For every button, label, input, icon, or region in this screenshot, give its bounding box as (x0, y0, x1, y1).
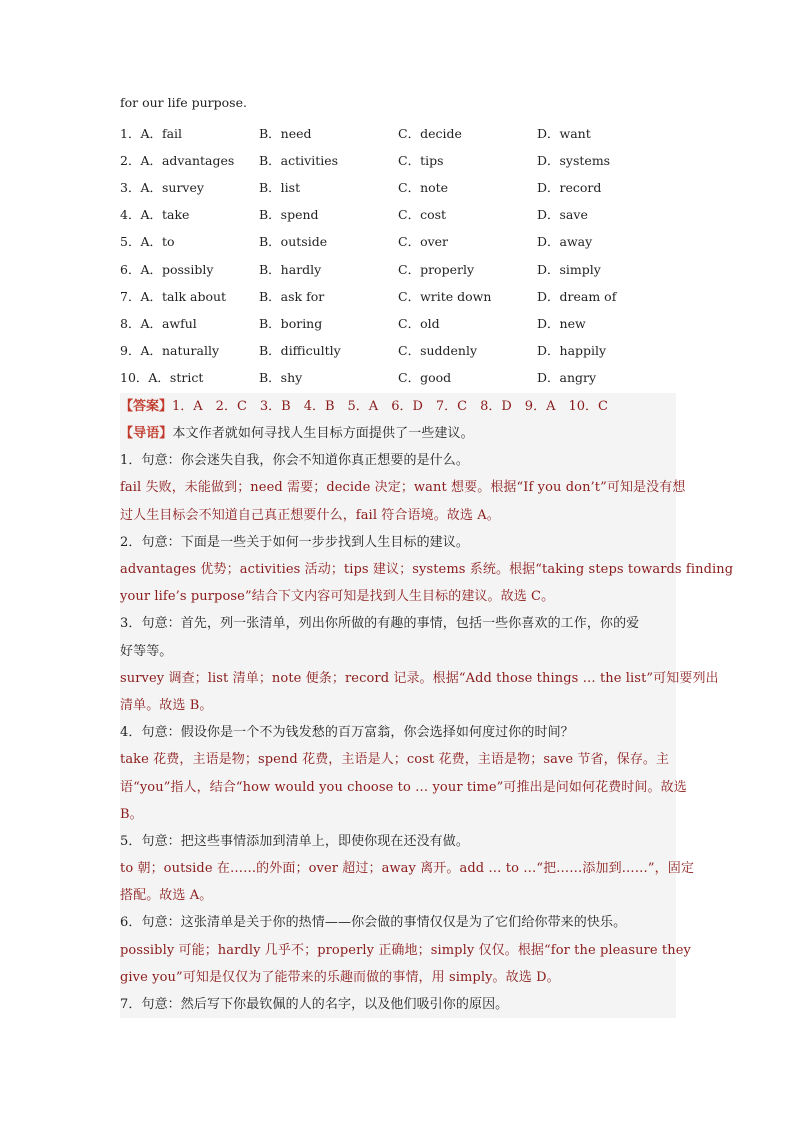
option-text: A．naturally (140, 343, 220, 359)
explanation-line: survey 调查；list 清单；note 便条；record 记录。根据“Add those things … the list”可知要列出 (120, 670, 719, 686)
option-c (398, 260, 537, 278)
option-d (537, 368, 676, 386)
option-a (120, 124, 259, 142)
option-d (537, 314, 676, 332)
option-a (120, 314, 259, 332)
option-row (120, 146, 676, 173)
explanation-line: advantages 优势；activities 活动；tips 建议；systems 系统。根据“taking steps towards finding (120, 562, 734, 577)
option-text: A．to (140, 234, 175, 250)
option-b (259, 368, 398, 386)
guide-tag: 【导语】 (120, 426, 173, 442)
option-text: A．take (140, 207, 190, 223)
option-text: D．record (537, 179, 602, 195)
option-text: A．possibly (140, 261, 214, 277)
option-text: C．cost (398, 207, 447, 223)
answer-section (120, 393, 734, 1018)
option-text: D．save (537, 207, 588, 223)
question-number: 9． (120, 343, 141, 359)
option-row (120, 282, 676, 309)
option-b (259, 232, 398, 250)
option-text: B．boring (259, 315, 323, 331)
explanation-line: give you”可知是仅仅为了能带来的乐趣而做的事情，用 simply。故选 D。 (120, 969, 560, 985)
explanation-line: to 朝；outside 在……的外面；over 超过；away 离开。add … to …“把……添加到……”，固定 (120, 861, 694, 877)
explanation-line: 过人生目标会不知道自己真正想要什么，fail 符合语境。故选 A。 (120, 507, 500, 523)
option-row (120, 173, 676, 200)
explanation-line: 清单。故选 B。 (120, 697, 213, 713)
explanation-line: 5．句意：把这些事情添加到清单上，即使你现在还没有做。 (120, 833, 469, 849)
option-c (398, 232, 537, 250)
option-row (120, 228, 676, 255)
option-text: B．outside (259, 234, 328, 250)
explanation-line: 1．句意：你会迷失自我，你会不知道你真正想要的是什么。 (120, 453, 469, 469)
option-text: D．angry (537, 370, 597, 386)
option-text: B．list (259, 179, 301, 195)
option-b (259, 260, 398, 278)
option-row (120, 201, 676, 228)
explanation-line: 7．句意：然后写下你最钦佩的人的名字，以及他们吸引你的原因。 (120, 997, 509, 1012)
option-d (537, 205, 676, 223)
option-text: B．shy (259, 370, 303, 386)
answer-tag: 【答案】 (120, 398, 173, 414)
option-text: A．awful (140, 315, 197, 331)
option-a (120, 151, 259, 169)
option-text: B．difficultly (259, 343, 341, 359)
answer-text: 1．A 2．C 3．B 4．B 5．A 6．D 7．C 8．D 9．A 10．C (172, 398, 608, 414)
question-number: 7． (120, 288, 141, 304)
option-d (537, 124, 676, 142)
option-d (537, 151, 676, 169)
option-c (398, 368, 537, 386)
option-row (120, 337, 676, 364)
option-text: C．write down (398, 288, 492, 304)
option-text: B．spend (259, 207, 319, 223)
option-text: C．properly (398, 261, 475, 277)
option-b (259, 178, 398, 196)
question-number: 10． (120, 370, 149, 386)
explanations (120, 447, 734, 1018)
option-a (120, 178, 259, 196)
explanation-line: 语“you”指人，结合“how would you choose to … your time”可推出是问如何花费时间。故选 (120, 779, 687, 795)
option-text: C．suddenly (398, 343, 478, 359)
explanation-line: fail 失败，未能做到；need 需要；decide 决定；want 想要。根据“If you don’t”可知是没有想 (120, 480, 686, 496)
option-d (537, 287, 676, 305)
option-c (398, 205, 537, 223)
explanation-line: 3．句意：首先，列一张清单，列出你所做的有趣的事情，包括一些你喜欢的工作，你的爱 (120, 616, 640, 632)
options-list (120, 119, 676, 391)
option-text: D．want (537, 125, 591, 141)
option-a (120, 287, 259, 305)
question-number: 5． (120, 234, 141, 250)
option-d (537, 178, 676, 196)
option-d (537, 232, 676, 250)
option-text: D．happily (537, 343, 607, 359)
option-b (259, 205, 398, 223)
option-c (398, 341, 537, 359)
passage-tail: for our life purpose. (120, 95, 247, 110)
option-text: C．note (398, 179, 449, 195)
option-text: D．dream of (537, 288, 617, 304)
option-b (259, 151, 398, 169)
option-c (398, 124, 537, 142)
option-text: C．good (398, 370, 452, 386)
option-c (398, 151, 537, 169)
option-row (120, 119, 676, 146)
option-b (259, 124, 398, 142)
option-text: A．advantages (140, 152, 235, 168)
option-c (398, 178, 537, 196)
question-number: 4． (120, 207, 141, 223)
option-b (259, 287, 398, 305)
explanation-line: your life’s purpose”结合下文内容可知是找到人生目标的建议。故选 C。 (120, 589, 555, 605)
answer-line (120, 393, 676, 420)
explanation-line: 4．句意：假设你是一个不为钱发愁的百万富翁，你会选择如何度过你的时间？ (120, 725, 574, 741)
guide-line (120, 420, 676, 447)
document-page (120, 92, 734, 1018)
option-a (120, 205, 259, 223)
option-text: C．tips (398, 152, 444, 168)
question-number: 1． (120, 125, 141, 141)
option-text: A．strict (148, 370, 204, 386)
question-number: 2． (120, 152, 141, 168)
explanation-line: possibly 可能；hardly 几乎不；properly 正确地；simply 仅仅。根据“for the pleasure they (120, 942, 691, 958)
option-text: C．old (398, 315, 440, 331)
explanation-line: 搭配。故选 A。 (120, 888, 213, 904)
option-d (537, 260, 676, 278)
option-a (120, 341, 259, 359)
option-text: C．decide (398, 125, 462, 141)
option-text: C．over (398, 234, 449, 250)
option-b (259, 341, 398, 359)
option-a (120, 368, 259, 386)
option-row (120, 364, 676, 391)
option-text: D．new (537, 315, 586, 331)
explanation-line: take 花费，主语是物；spend 花费，主语是人；cost 花费，主语是物；save 节省，保存。主 (120, 752, 670, 768)
option-c (398, 314, 537, 332)
option-text: D．systems (537, 152, 611, 168)
option-text: A．fail (140, 125, 183, 141)
guide-text: 本文作者就如何寻找人生目标方面提供了一些建议。 (172, 426, 474, 442)
option-row (120, 255, 676, 282)
option-b (259, 314, 398, 332)
option-text: A．talk about (140, 288, 227, 304)
explanation-line: 2．句意：下面是一些关于如何一步步找到人生目标的建议。 (120, 534, 469, 550)
option-text: B．need (259, 125, 312, 141)
option-a (120, 260, 259, 278)
question-number: 8． (120, 315, 141, 331)
option-text: B．activities (259, 152, 339, 168)
option-row (120, 309, 676, 336)
option-c (398, 287, 537, 305)
option-text: B．ask for (259, 288, 325, 304)
question-number: 3． (120, 179, 141, 195)
option-a (120, 232, 259, 250)
explanation-line: B。 (120, 806, 143, 822)
option-text: D．away (537, 234, 593, 250)
explanation-line: 6．句意：这张清单是关于你的热情——你会做的事情仅仅是为了它们给你带来的快乐。 (120, 915, 627, 931)
option-text: D．simply (537, 261, 601, 277)
option-text: B．hardly (259, 261, 322, 277)
option-d (537, 341, 676, 359)
explanation-line: 好等等。 (120, 643, 173, 659)
question-number: 6． (120, 261, 141, 277)
option-text: A．survey (140, 179, 204, 195)
